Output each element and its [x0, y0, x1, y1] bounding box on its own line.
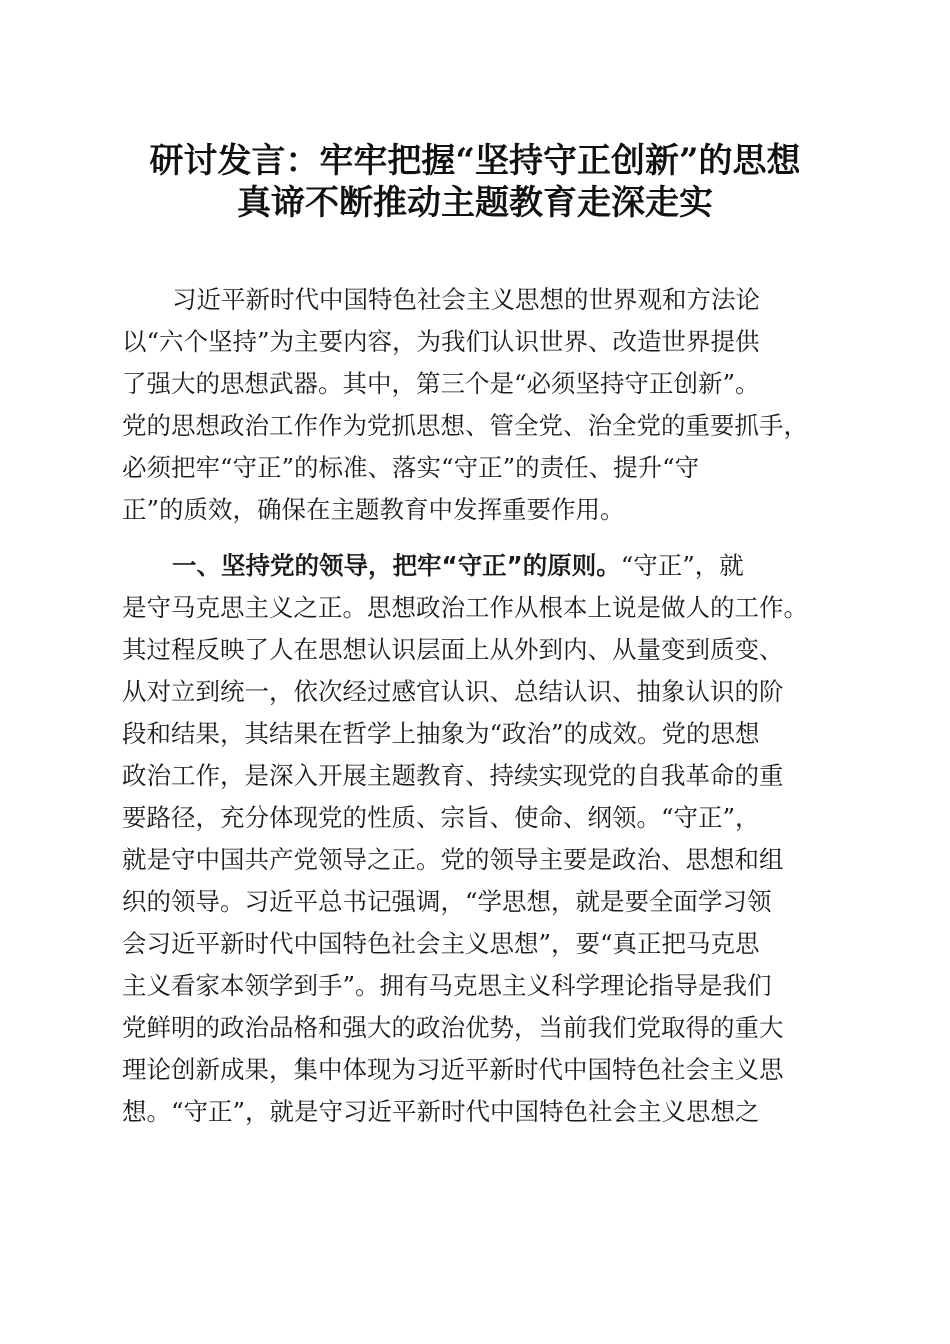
- section-1-line: 理论创新成果，集中体现为习近平新时代中国特色社会主义思: [122, 1055, 784, 1084]
- title-line-1: 研讨发言：牢牢把握“坚持守正创新”的思想: [149, 141, 801, 181]
- section-1-first-line: [172, 546, 744, 586]
- section-1-line: 是守马克思主义之正。思想政治工作从根本上说是做人的工作。: [122, 593, 808, 622]
- intro-line: 必须把牢“守正”的标准、落实“守正”的责任、提升“守: [122, 453, 700, 482]
- section-1-line: 其过程反映了人在思想认识层面上从外到内、从量变到质变、: [122, 635, 784, 664]
- section-1-line: 就是守中国共产党领导之正。党的领导主要是政治、思想和组: [122, 845, 784, 874]
- intro-line: 以“六个坚持”为主要内容，为我们认识世界、改造世界提供: [122, 327, 760, 356]
- intro-line: 正”的质效，确保在主题教育中发挥重要作用。: [122, 495, 625, 524]
- section-1-line: 织的领导。习近平总书记强调，“学思想，就是要全面学习领: [122, 887, 772, 916]
- section-1-line: 党鲜明的政治品格和强大的政治优势，当前我们党取得的重大: [122, 1013, 784, 1042]
- section-1-line: 段和结果，其结果在哲学上抽象为“政治”的成效。党的思想: [122, 719, 760, 748]
- section-1-heading: 一、坚持党的领导，把牢“守正”的原则。: [172, 551, 621, 580]
- intro-line: 习近平新时代中国特色社会主义思想的世界观和方法论: [172, 285, 760, 314]
- section-1-line: 主义看家本领学到手”。拥有马克思主义科学理论指导是我们: [122, 971, 772, 1000]
- section-1-line: 要路径，充分体现党的性质、宗旨、使命、纲领。“守正”，: [122, 803, 760, 832]
- section-1-line: 会习近平新时代中国特色社会主义思想”，要“真正把马克思: [122, 929, 760, 958]
- section-1-line: 想。“守正”，就是守习近平新时代中国特色社会主义思想之: [122, 1097, 760, 1126]
- title-line-2: 真谛不断推动主题教育走深走实: [237, 183, 713, 223]
- section-1-heading-tail: “守正”，就: [620, 551, 744, 580]
- intro-line: 了强大的思想武器。其中，第三个是“必须坚持守正创新”。: [122, 369, 760, 398]
- section-1-line: 从对立到统一，依次经过感官认识、总结认识、抽象认识的阶: [122, 677, 784, 706]
- intro-line: 党的思想政治工作作为党抓思想、管全党、治全党的重要抓手，: [122, 411, 808, 440]
- section-1-line: 政治工作，是深入开展主题教育、持续实现党的自我革命的重: [122, 761, 784, 790]
